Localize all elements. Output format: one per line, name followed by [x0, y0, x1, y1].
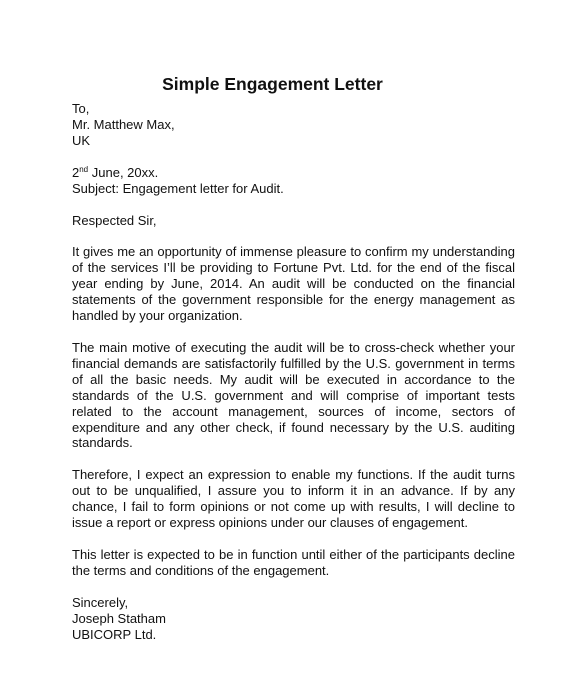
- recipient-location: UK: [72, 132, 91, 148]
- signatory-name: Joseph Statham: [72, 610, 166, 626]
- date-suffix: nd: [79, 164, 89, 174]
- letter-subject: Subject: Engagement letter for Audit.: [72, 180, 284, 196]
- letter-body: [72, 101, 515, 642]
- letter-date: [72, 165, 515, 181]
- paragraph-validity: This letter is expected to be in function until either of the participants decline the terms and conditions of the engagement.: [72, 546, 515, 578]
- paragraph-expectation: Therefore, I expect an expression to enable my functions. If the audit turns out to be unqualified, I assure you to inform it in an advance. If by any chance, I fail to form opinions or not come up with results, I will decline to issue a report or express opinions under our clauses of engagement.: [72, 467, 515, 531]
- recipient-block: [72, 101, 515, 149]
- recipient-name: Mr. Matthew Max,: [72, 116, 175, 132]
- signatory-company: UBICORP Ltd.: [72, 626, 157, 642]
- sign-off: Sincerely,: [72, 594, 129, 610]
- paragraph-motive: The main motive of executing the audit will be to cross-check whether your financial demands are satisfactorily fulfilled by the U.S. government in terms of all the basic needs. My audit will be executed in accordance to the standards of the U.S. government and will comprise of important tests related to the account management, sources of income, sectors of expenditure and any other check, if found necessary by the U.S. auditing standards.: [72, 339, 515, 451]
- recipient-to: To,: [72, 101, 90, 116]
- date-rest: June, 20xx.: [88, 164, 159, 180]
- date-day: 2: [72, 164, 80, 180]
- letter-title: Simple Engagement Letter: [162, 74, 383, 94]
- salutation: Respected Sir,: [72, 212, 157, 228]
- closing-block: [72, 595, 515, 643]
- paragraph-intro: It gives me an opportunity of immense pleasure to confirm my understanding of the services I’ll be providing to Fortune Pvt. Ltd. for the end of the fiscal year ending by June, 2014. An audit will be conducted on the financial statements of the government responsible for the energy management as handled by your organization.: [72, 244, 515, 324]
